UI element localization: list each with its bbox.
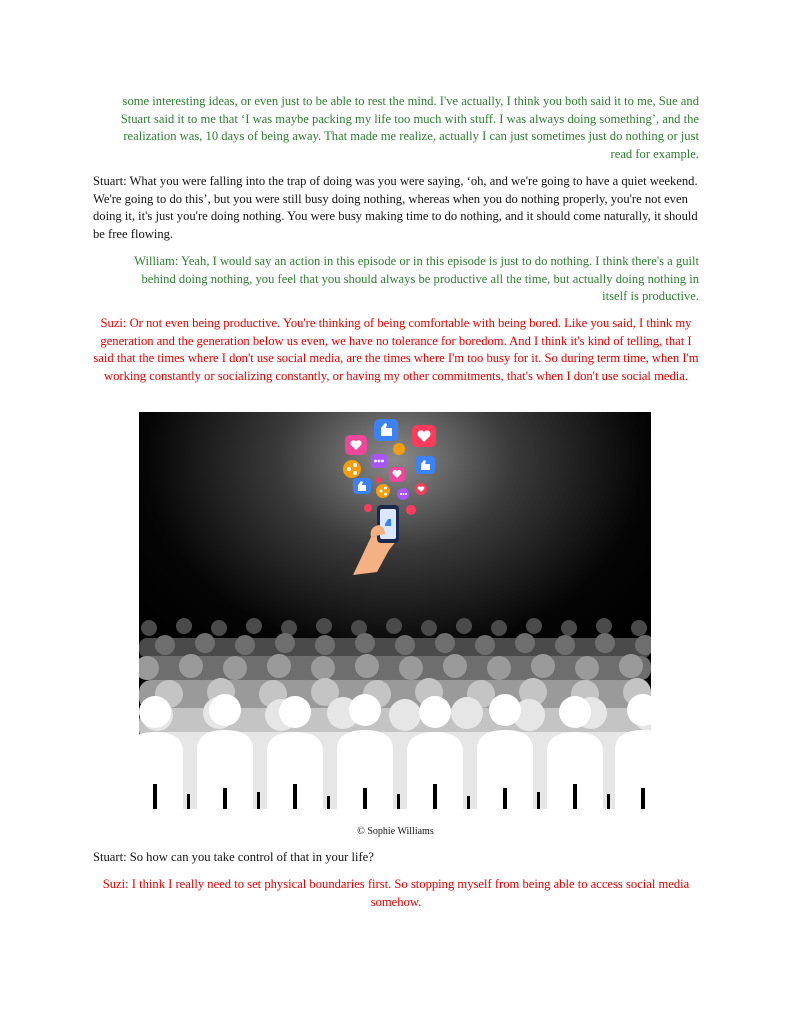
heart-icon xyxy=(376,477,382,483)
illustration-svg xyxy=(139,412,651,809)
message-icon xyxy=(397,488,409,500)
paragraph-stuart: Stuart: What you were falling into the trap of doing was you were saying, ‘oh, and we're going to have a quiet weekend. We're going to do this’, but you were still busy doing nothing, whereas when you do nothing properly, you're not even doing it, it's just you're doing nothing. You were busy making time to do nothing, and it should come naturally, it should be free flowing. xyxy=(93,174,698,241)
like-icon xyxy=(374,419,398,441)
paragraph-suzi: Suzi: Or not even being productive. You're thinking of being comfortable with being bored. Like you said, I think my generation and the generation below us even, we have no tolerance for boredom. And I think it's kind of telling, that I said that the times where I don't use social media, are the times where I'm too busy for it. So during term time, when I'm working constantly or socializing constantly, or having my other commitments, that's when I don't use social media. xyxy=(93,316,699,383)
heart-icon xyxy=(389,467,405,482)
like-icon xyxy=(415,456,435,474)
like-icon xyxy=(353,478,371,494)
paragraph-suzi-answer: Suzi: I think I really need to set physical boundaries first. So stopping myself from being able to access social media somehow. xyxy=(102,877,690,909)
heart-icon xyxy=(393,443,405,455)
heart-icon xyxy=(364,504,372,512)
figure-caption: © Sophie Williams xyxy=(357,826,434,837)
share-icon xyxy=(376,484,390,498)
heart-icon xyxy=(415,483,427,495)
share-icon xyxy=(343,460,361,478)
heart-icon xyxy=(412,425,436,447)
heart-icon xyxy=(345,435,367,455)
paragraph-william-continued: some interesting ideas, or even just to be able to rest the mind. I've actually, I think you both said it to me, Sue and Stuart said it to me that ‘I was maybe packing my life too much with stuff. I was always doing something’, and the realization was, 10 days of being away. That made me realize, actually I can just sometimes just do nothing or just read for example. xyxy=(120,94,699,161)
paragraph-william: William: Yeah, I would say an action in this episode or in this episode is just to do nothing. I think there's a guilt behind doing nothing, you feel that you should always be productive all the time, but actually doing nothing in itself is productive. xyxy=(134,254,699,304)
heart-icon xyxy=(406,505,416,515)
crowd xyxy=(139,618,651,809)
illustration-social-media-crowd xyxy=(139,412,651,809)
paragraph-stuart-question: Stuart: So how can you take control of that in your life? xyxy=(93,850,374,864)
message-icon xyxy=(371,454,387,468)
